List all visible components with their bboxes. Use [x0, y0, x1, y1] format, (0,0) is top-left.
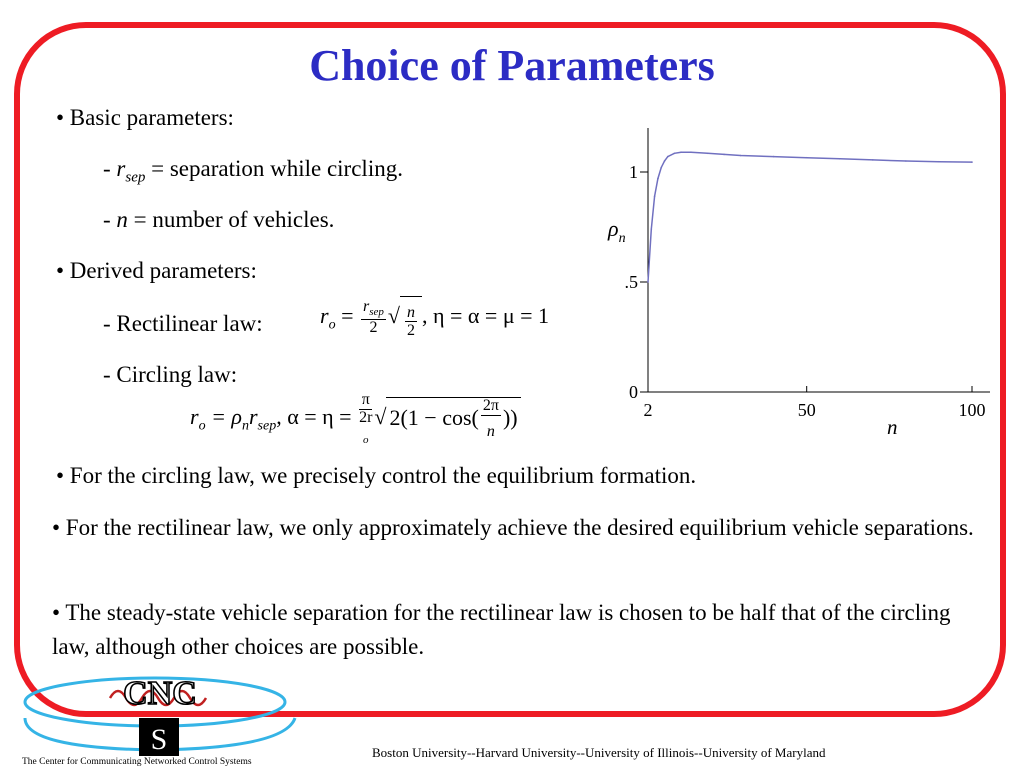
logo-caption: The Center for Communicating Networked Control Systems [22, 757, 252, 767]
data-point [660, 167, 662, 169]
x-tick-label: 2 [643, 400, 653, 420]
eq-r-sub: o [328, 317, 336, 333]
data-point [806, 157, 808, 159]
pi-over-2ro-fraction [359, 392, 372, 446]
rectilinear-law-label: - Rectilinear law: [103, 311, 263, 336]
y-tick-label: 1 [629, 162, 638, 182]
rsep-subscript: sep [125, 169, 146, 186]
data-point [647, 281, 649, 283]
footer-universities: Boston University--Harvard University--University of Illinois--University of Maryland [372, 745, 826, 760]
rho-vs-n-chart [600, 120, 1000, 440]
chart-series [647, 151, 973, 282]
frac-den: 2 [369, 318, 378, 336]
rsep-text: = separation while circling. [145, 156, 403, 181]
data-point [657, 178, 659, 180]
eq-r: r [320, 302, 329, 328]
sqrt-num: n [406, 304, 415, 321]
eq-equals: = [335, 302, 359, 328]
data-point [667, 156, 669, 158]
eq-r: r [190, 404, 199, 430]
eq-rho: = ρ [205, 404, 242, 430]
bullet-rectilinear-law: • For the rectilinear law, we only approximately achieve the desired equilibrium vehicle separations. [52, 515, 974, 540]
logo-s-letter: S [150, 723, 168, 756]
eq-rho-sub: n [241, 418, 249, 434]
data-point [674, 153, 676, 155]
chart-ticks [625, 162, 986, 420]
sqrt-sign: √ [387, 302, 400, 328]
eq-r-sub: o [198, 418, 206, 434]
rsep-definition [103, 155, 403, 187]
eq-r2-sub: sep [257, 418, 277, 434]
data-point [971, 161, 973, 163]
dash: - [103, 207, 117, 232]
data-point [651, 228, 653, 230]
n-text: = number of vehicles. [127, 207, 335, 232]
x-tick-label: 100 [958, 400, 986, 420]
frac-den-sub: o [362, 433, 369, 446]
circling-law-equation [190, 392, 521, 446]
cnc-logo [15, 668, 305, 756]
sqrt-sign: √ [374, 404, 387, 430]
data-point [740, 155, 742, 157]
eq-tail: , η = α = μ = 1 [421, 302, 550, 328]
logo-cnc-text: CNC [123, 675, 197, 712]
data-point [723, 154, 725, 156]
data-point [905, 160, 907, 162]
frac-den: 2r [359, 408, 373, 426]
bullet-basic-parameters: • Basic parameters: [56, 105, 234, 130]
sqrt-radicand [400, 296, 422, 340]
eq-r2: r [248, 404, 258, 430]
inner-den: n [486, 422, 495, 440]
rectilinear-law-equation [320, 296, 549, 340]
data-point [773, 156, 775, 158]
rsep-variable: r [116, 156, 126, 181]
eq-alpha-eta: , α = η = [276, 404, 358, 430]
circling-law-label: - Circling law: [103, 362, 238, 387]
sqrt-radicand [386, 397, 520, 442]
n-over-2-fraction [405, 297, 417, 340]
y-tick-label: .5 [624, 272, 638, 292]
n-definition [103, 206, 334, 234]
data-point [839, 158, 841, 160]
y-tick-label: 0 [629, 382, 638, 402]
bullet-steady-state: • The steady-state vehicle separation for the rectilinear law is chosen to be half that of the circling law, although other choices are possible. [52, 600, 951, 659]
bullet-circling-law: • For the circling law, we precisely control the equilibrium formation. [56, 463, 697, 488]
sqrt-den: 2 [406, 322, 415, 339]
x-tick-label: 50 [797, 400, 816, 420]
rsep-over-2-fraction [361, 299, 386, 337]
chart-axes [648, 128, 990, 392]
data-point [707, 153, 709, 155]
data-point [664, 160, 666, 162]
inner-num: 2π [482, 396, 499, 414]
bullet-derived-parameters: • Derived parameters: [56, 258, 257, 283]
sqrt-part-b: )) [502, 404, 518, 430]
slide-title: Choice of Parameters [309, 41, 715, 90]
data-point [872, 159, 874, 161]
rho-series-line [648, 152, 972, 282]
sqrt-part-a: 2(1 − cos( [389, 404, 479, 430]
frac-num: π [359, 392, 372, 410]
n-variable: n [116, 207, 128, 232]
x-axis-label: n [887, 415, 898, 439]
dash: - [103, 156, 117, 181]
y-axis-label: $\rho_n$ [608, 216, 626, 246]
frac-num-sub: sep [369, 306, 384, 319]
2pi-over-n-fraction [481, 398, 501, 442]
frac-num: r [362, 298, 370, 316]
data-point [654, 195, 656, 197]
data-point [680, 151, 682, 153]
data-point [690, 151, 692, 153]
data-point [938, 161, 940, 163]
